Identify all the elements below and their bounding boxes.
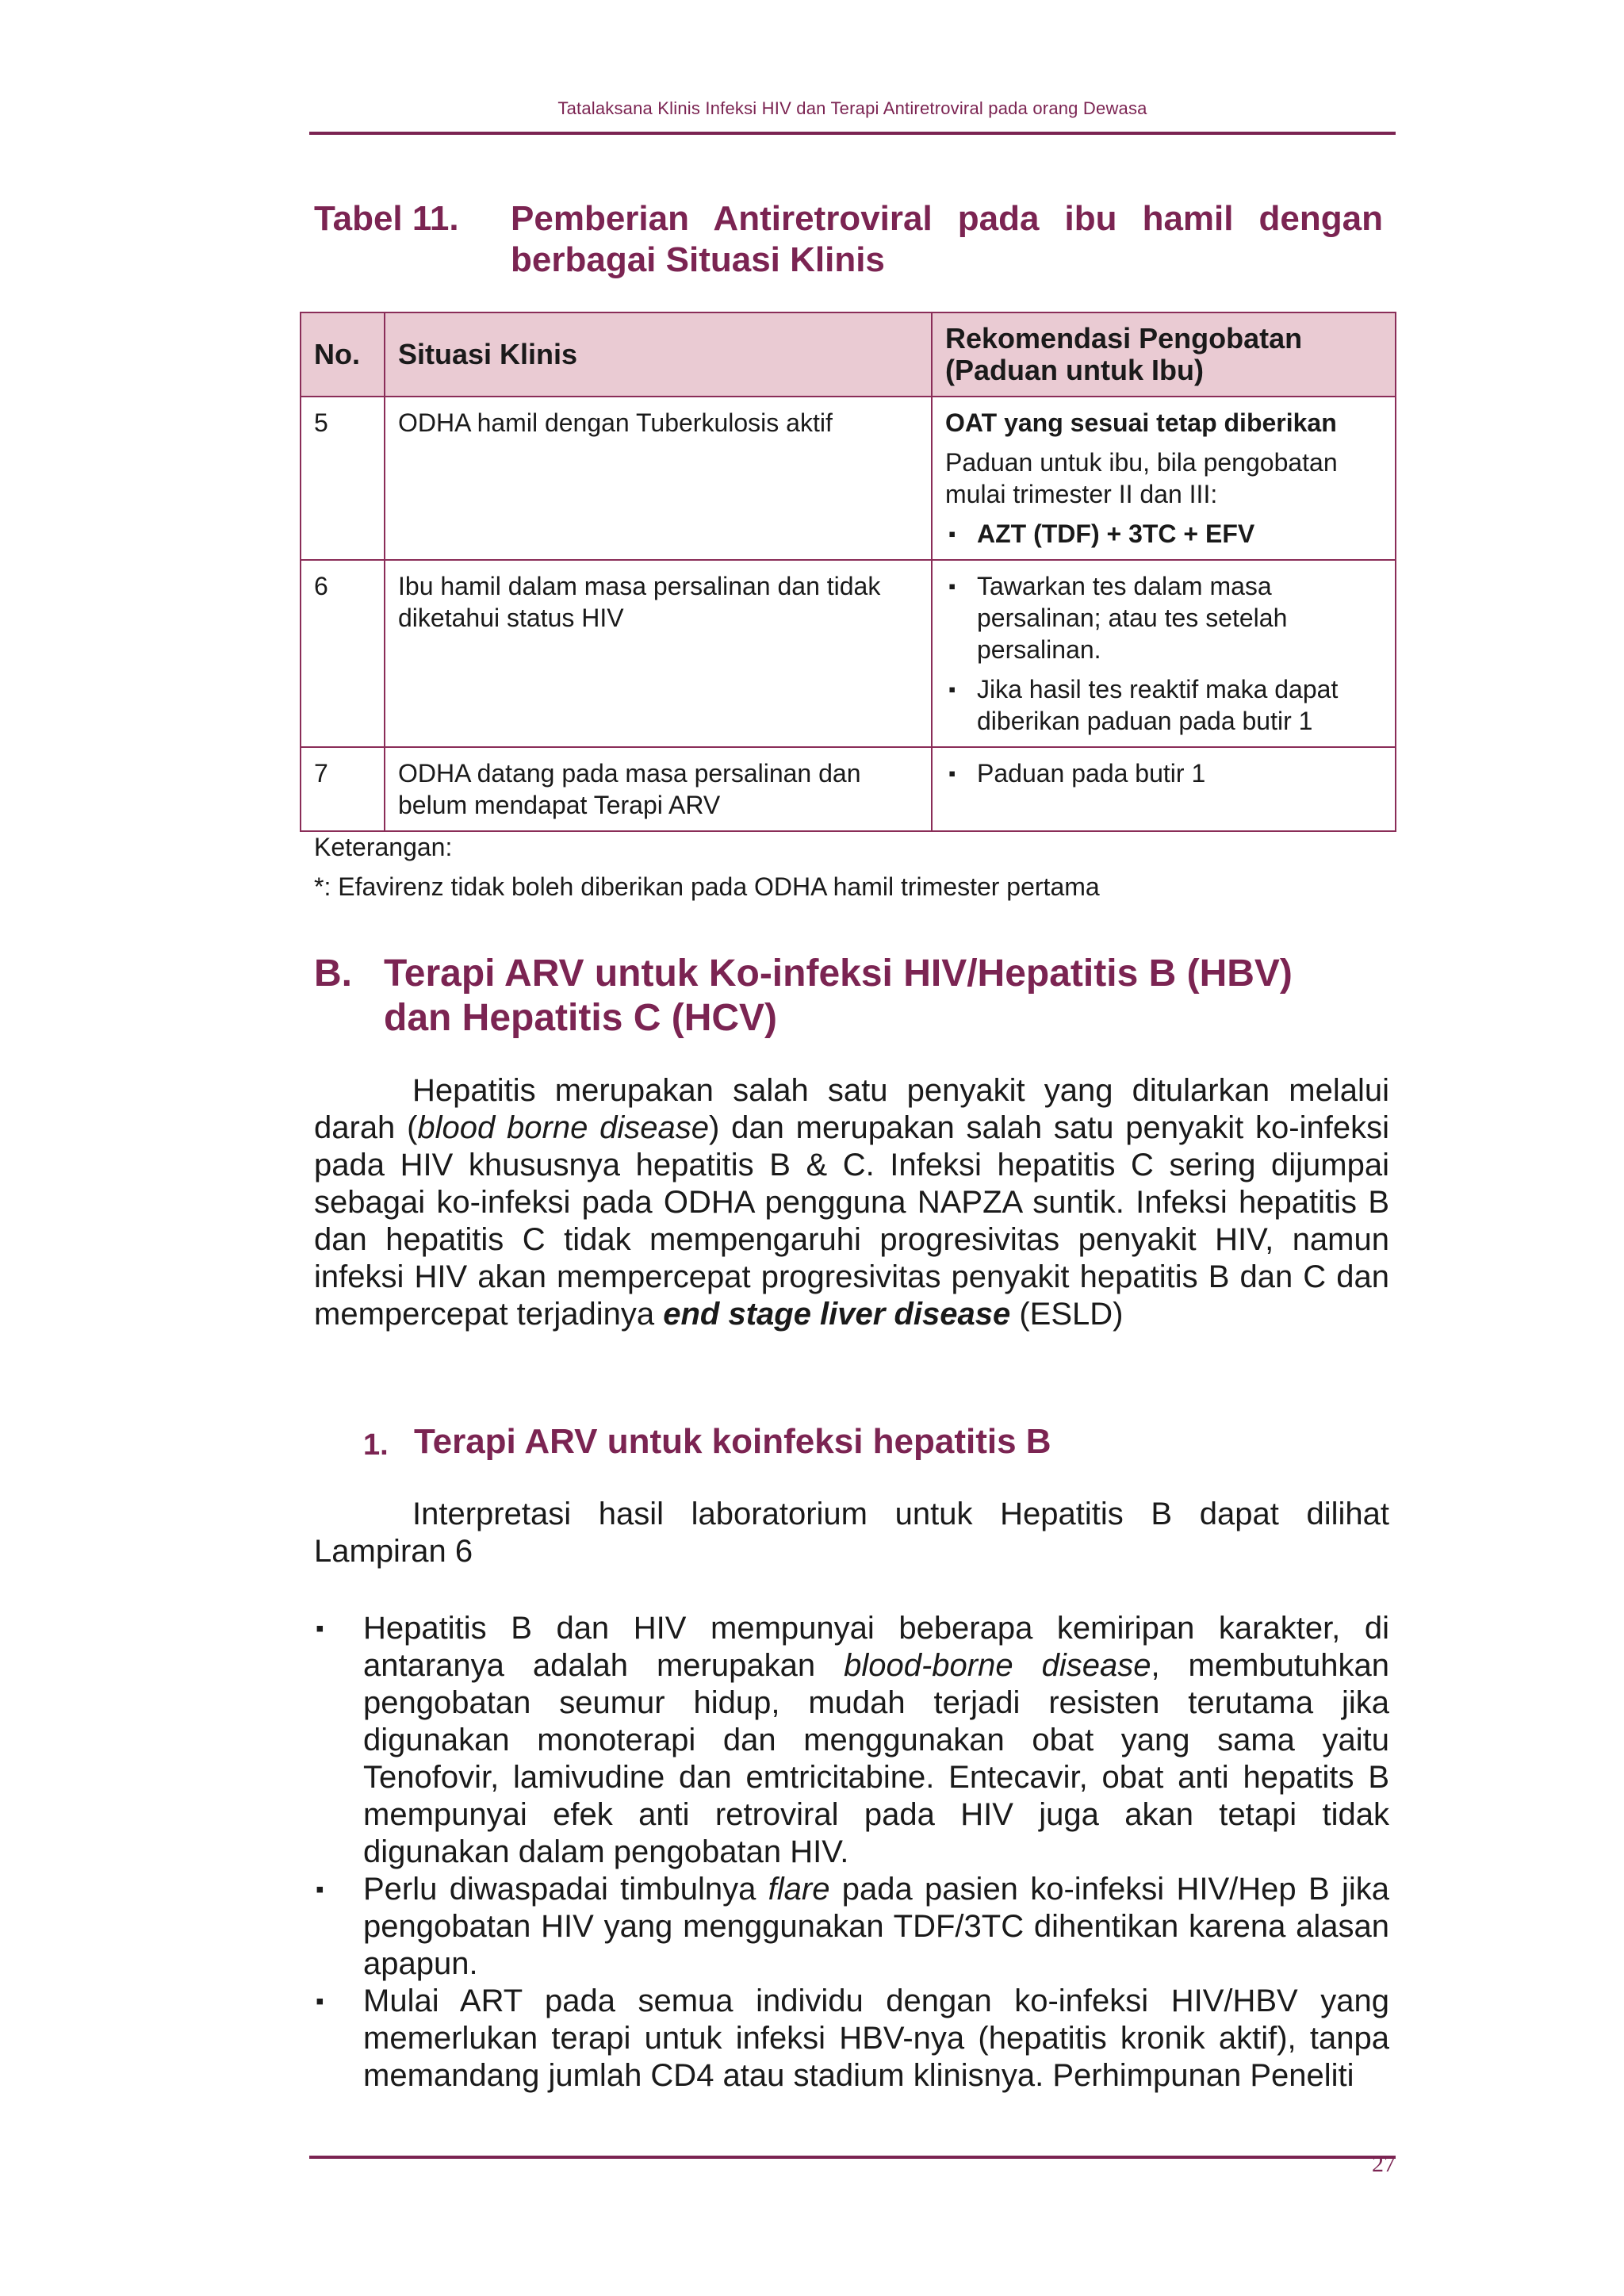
paragraph-text: ) dan merupakan salah satu penyakit ko-infeksi pada HIV khususnya hepatitis B & C. Infeksi hepatitis C sering dijumpai sebagai ko-infeksi pada ODHA pengguna NAPZA suntik. Infeksi hepatitis B dan hepatitis C tidak mempengaruhi progresivitas penyakit HIV, namun infeksi HIV akan mempercepat progresivitas penyakit hepatitis B dan C dan mempercepat terjadinya <box>314 1110 1389 1332</box>
hepatitis-b-bullet-list <box>314 1610 1389 2095</box>
running-header: Tatalaksana Klinis Infeksi HIV dan Terapi Antiretroviral pada orang Dewasa <box>557 98 1147 118</box>
bullet-item: ▪ Jika hasil tes reaktif maka dapat diberikan paduan pada butir 1 <box>945 673 1382 737</box>
subsection-number: 1. <box>363 1428 389 1462</box>
table-row <box>301 747 1396 831</box>
table-header-row <box>301 312 1396 397</box>
table-note-label: Keterangan: <box>314 833 453 861</box>
list-item-text: Hepatitis B dan HIV mempunyai beberapa kemiripan karakter, di antaranya adalah merupakan <box>363 1611 1389 1683</box>
table-note-text: *: Efavirenz tidak boleh diberikan pada ODHA hamil trimester pertama <box>314 872 1100 901</box>
section-b-letter: B. <box>314 953 352 995</box>
row-rekomendasi <box>932 397 1396 560</box>
rekomendasi-bullets <box>945 757 1382 789</box>
list-item-text: Perlu diwaspadai timbulnya <box>363 1872 768 1907</box>
list-item-text: Mulai ART pada semua individu dengan ko-infeksi HIV/HBV yang memerlukan terapi untuk infeksi HBV-nya (hepatitis kronik aktif), tanpa memandang jumlah CD4 atau stadium klinisnya. Perhimpunan Peneliti <box>363 1984 1389 2093</box>
row-situasi: ODHA hamil dengan Tuberkulosis aktif <box>385 397 932 560</box>
row-number: 5 <box>301 397 385 560</box>
row-situasi: ODHA datang pada masa persalinan dan belum mendapat Terapi ARV <box>385 747 932 831</box>
section-b-title: Terapi ARV untuk Ko-infeksi HIV/Hepatitis B (HBV) dan Hepatitis C (HCV) <box>384 953 1293 1039</box>
paragraph-text: Hepatitis merupakan salah satu penyakit yang ditularkan melalui darah ( <box>314 1073 1389 1145</box>
paragraph-bold-italic: end stage liver disease <box>663 1297 1011 1332</box>
footer-rule <box>309 2156 1396 2159</box>
list-item <box>314 1610 1389 1871</box>
table-row <box>301 560 1396 747</box>
row-rekomendasi <box>932 560 1396 747</box>
list-item <box>314 1983 1389 2095</box>
arv-table <box>300 312 1396 832</box>
subsection-title: Terapi ARV untuk koinfeksi hepatitis B <box>414 1422 1051 1461</box>
row-number: 7 <box>301 747 385 831</box>
rekomendasi-bold: OAT yang sesuai tetap diberikan <box>945 408 1337 437</box>
column-header-no: No. <box>301 312 385 397</box>
rekomendasi-bullets <box>945 570 1382 737</box>
row-number: 6 <box>301 560 385 747</box>
table-title: Pemberian Antiretroviral pada ibu hamil dengan berbagai Situasi Klinis <box>511 199 1383 279</box>
subsection-intro: Interpretasi hasil laboratorium untuk Hepatitis B dapat dilihat Lampiran 6 <box>314 1497 1389 1569</box>
paragraph-text: (ESLD) <box>1010 1297 1124 1332</box>
bullet-item: ▪ Tawarkan tes dalam masa persalinan; atau tes setelah persalinan. <box>945 570 1382 665</box>
table-row <box>301 397 1396 560</box>
column-header-rekomendasi: Rekomendasi Pengobatan (Paduan untuk Ibu) <box>932 312 1396 397</box>
list-item-italic: flare <box>768 1872 830 1907</box>
page-number: 27 <box>1372 2151 1396 2177</box>
list-item-text: , membutuhkan pengobatan seumur hidup, mudah terjadi resisten terutama jika digunakan monoterapi dan menggunakan obat yang sama yaitu Tenofovir, lamivudine dan emtricitabine. Entecavir, obat anti hepatits B mempunyai efek anti retroviral pada HIV juga akan tetapi tidak digunakan dalam pengobatan HIV. <box>363 1648 1390 1869</box>
rekomendasi-text: Paduan untuk ibu, bila pengobatan mulai trimester II dan III: <box>945 448 1338 508</box>
list-item-italic: blood-borne disease <box>844 1648 1151 1683</box>
rekomendasi-bullets <box>945 518 1382 550</box>
row-rekomendasi <box>932 747 1396 831</box>
bullet-item: ▪ Paduan pada butir 1 <box>945 757 1382 789</box>
list-item-text: pada pasien ko-infeksi HIV/Hep B jika pengobatan HIV yang menggunakan TDF/3TC dihentikan karena alasan apapun. <box>363 1872 1389 1981</box>
list-item <box>314 1871 1389 1983</box>
bullet-item: ▪ AZT (TDF) + 3TC + EFV <box>945 518 1382 550</box>
column-header-situasi: Situasi Klinis <box>385 312 932 397</box>
paragraph-italic: blood borne disease <box>417 1110 710 1145</box>
section-b-paragraph <box>314 1072 1389 1333</box>
row-situasi: Ibu hamil dalam masa persalinan dan tidak diketahui status HIV <box>385 560 932 747</box>
header-rule <box>309 132 1396 135</box>
table-label: Tabel 11. <box>314 199 459 238</box>
